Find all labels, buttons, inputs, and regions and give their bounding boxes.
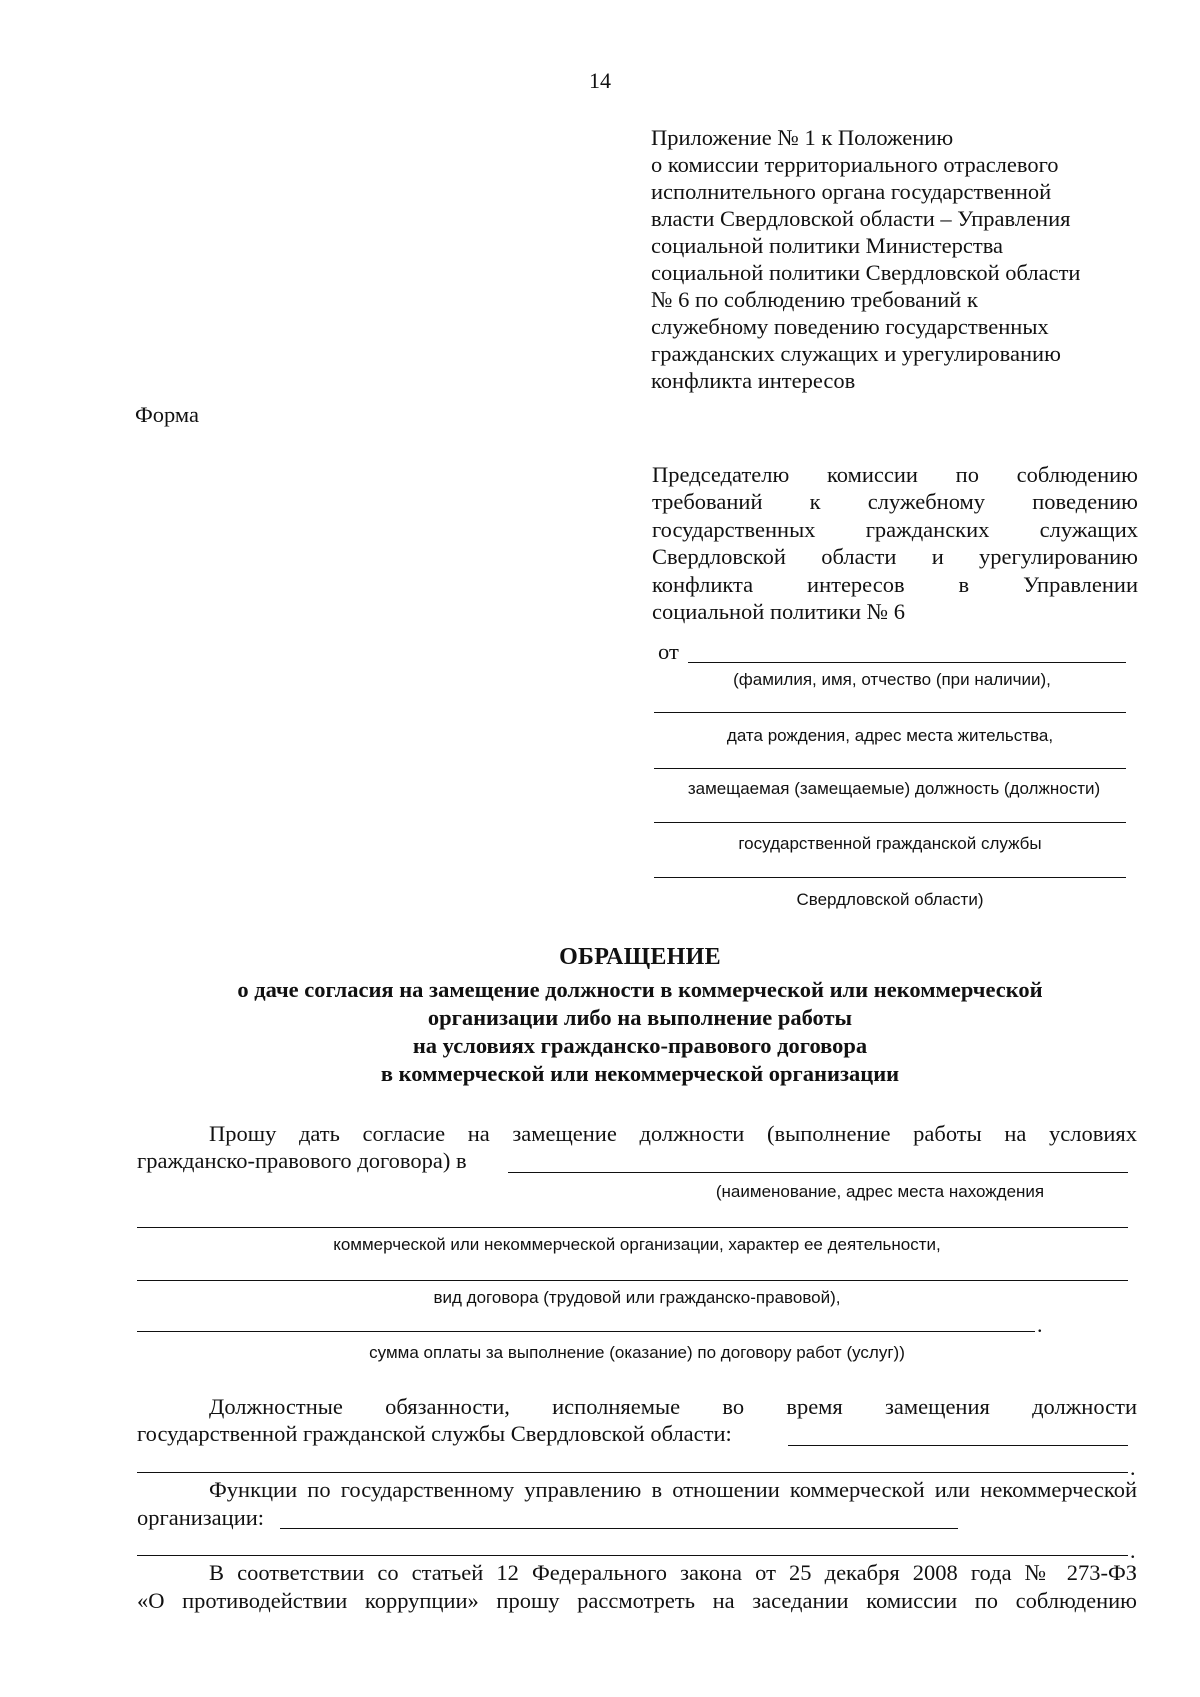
- birth-address-line[interactable]: [654, 712, 1126, 713]
- appendix-line: конфликта интересов: [651, 368, 856, 393]
- addressee-line: конфликта интересов в Управлении: [652, 571, 1138, 597]
- addressee-line: Свердловской области и урегулированию: [652, 544, 1138, 570]
- appendix-line: исполнительного органа государственной: [651, 179, 1052, 204]
- contract-type-line[interactable]: [137, 1280, 1128, 1281]
- appendix-line: № 6 по соблюдению требований к: [651, 287, 978, 312]
- functions-line-2: организации:: [137, 1505, 265, 1530]
- addressee-line: социальной политики № 6: [652, 599, 906, 625]
- form-label: Форма: [135, 402, 200, 427]
- from-field[interactable]: [658, 637, 1126, 663]
- page-number: 14: [589, 68, 611, 93]
- request-line-2: гражданско-правового договора) в: [137, 1148, 467, 1173]
- functions-line-fill[interactable]: [280, 1528, 958, 1529]
- document-title: ОБРАЩЕНИЕ: [559, 944, 721, 970]
- caption-org-activity: коммерческой или некоммерческой организации, характер ее деятельности,: [333, 1235, 941, 1254]
- request-line-1: Прошу дать согласие на замещение должности (выполнение работы на условиях: [209, 1121, 1137, 1146]
- caption-contract-type: вид договора (трудовой или гражданско-правовой),: [433, 1288, 841, 1307]
- caption-region: Свердловской области): [796, 890, 984, 909]
- organization-name-line[interactable]: [508, 1172, 1128, 1173]
- from-line: [688, 662, 1126, 663]
- appendix-note: [651, 124, 1121, 394]
- addressee-line: Председателю комиссии по соблюдению: [652, 462, 1138, 487]
- caption-payment: сумма оплаты за выполнение (оказание) по договору работ (услуг)): [369, 1343, 905, 1362]
- period: .: [1130, 1455, 1136, 1480]
- appendix-line: о комиссии территориального отраслевого: [651, 152, 1059, 177]
- appendix-line: социальной политики Министерства: [651, 233, 1004, 258]
- subtitle-line: организации либо на выполнение работы: [427, 1005, 853, 1030]
- caption-position: замещаемая (замещаемые) должность (должности): [687, 779, 1101, 798]
- addressee-line: государственных гражданских служащих: [652, 516, 1138, 542]
- organization-activity-line[interactable]: [137, 1227, 1128, 1228]
- addressee-line: требований к служебному поведению: [652, 489, 1138, 515]
- appendix-line: Приложение № 1 к Положению: [651, 125, 954, 150]
- duties-line-fill[interactable]: [788, 1445, 1128, 1446]
- functions-extra-line[interactable]: [137, 1555, 1128, 1556]
- addressee-block: [652, 461, 1138, 625]
- appendix-line: власти Свердловской области – Управления: [651, 206, 1071, 231]
- period: .: [1037, 1312, 1043, 1337]
- payment-line[interactable]: [137, 1331, 1035, 1332]
- service-line[interactable]: [654, 822, 1126, 823]
- subtitle-line: в коммерческой или некоммерческой организации: [380, 1061, 900, 1086]
- appendix-line: служебному поведению государственных: [651, 314, 1049, 339]
- region-line[interactable]: [654, 877, 1126, 878]
- subtitle-line: о даче согласия на замещение должности в коммерческой или некоммерческой: [237, 977, 1043, 1002]
- caption-birth-address: дата рождения, адрес места жительства,: [726, 726, 1054, 745]
- caption-fio: (фамилия, имя, отчество (при наличии),: [733, 670, 1051, 689]
- from-label: от: [658, 639, 679, 664]
- law-line-1: В соответствии со статьей 12 Федерального закона от 25 декабря 2008 года № 273-ФЗ: [209, 1560, 1137, 1585]
- duties-line-1: Должностные обязанности, исполняемые во время замещения должности: [209, 1394, 1137, 1419]
- subtitle-line: на условиях гражданско-правового договора: [412, 1033, 868, 1058]
- appendix-line: гражданских служащих и урегулированию: [651, 341, 1061, 366]
- position-line[interactable]: [654, 768, 1126, 769]
- duties-extra-line[interactable]: [137, 1472, 1128, 1473]
- functions-line-1: Функции по государственному управлению в отношении коммерческой или некоммерческой: [209, 1477, 1137, 1502]
- document-subtitle: [0, 976, 1200, 1088]
- appendix-line: социальной политики Свердловской области: [651, 260, 1081, 285]
- period: .: [1130, 1538, 1136, 1563]
- caption-org-name: (наименование, адрес места нахождения: [715, 1182, 1045, 1201]
- caption-service: государственной гражданской службы: [738, 834, 1042, 853]
- duties-line-2: государственной гражданской службы Свердловской области:: [137, 1421, 732, 1446]
- law-line-2: «О противодействии коррупции» прошу рассмотреть на заседании комиссии по соблюдению: [137, 1588, 1137, 1613]
